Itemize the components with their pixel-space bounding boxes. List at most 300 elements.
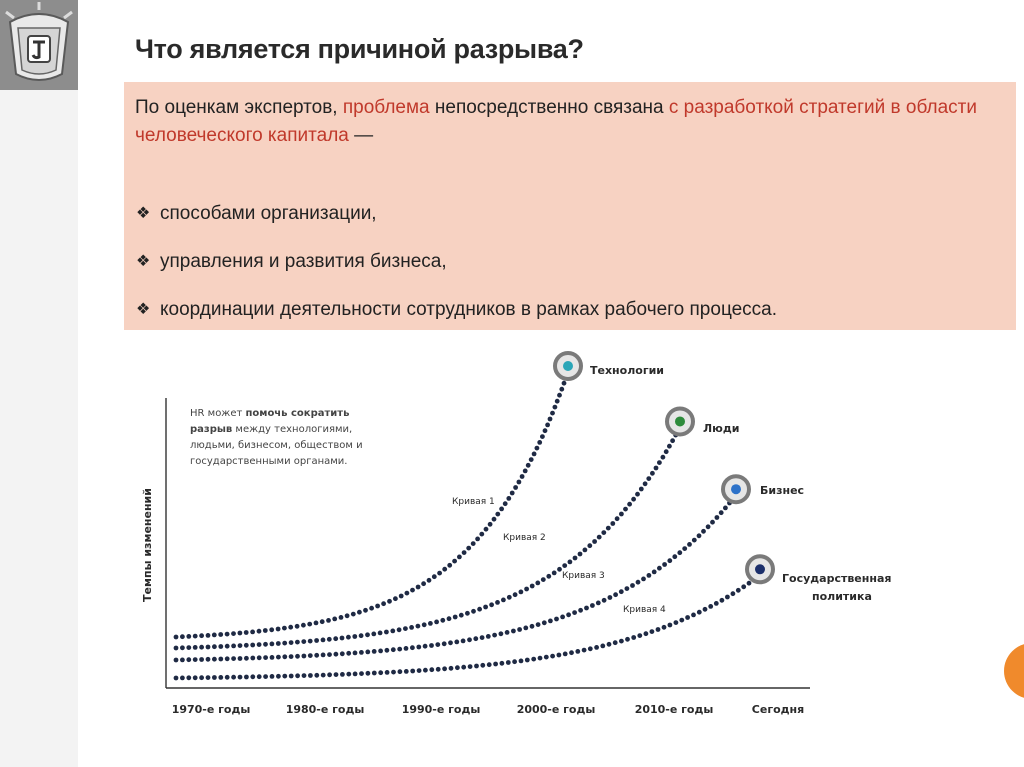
series-dot [466, 546, 471, 551]
series-dot [174, 658, 179, 663]
series-dot [473, 636, 478, 641]
series-dot [385, 670, 390, 675]
series-dot [468, 664, 473, 669]
series-dot [602, 598, 607, 603]
series-dot [391, 670, 396, 675]
series-dot [422, 622, 427, 627]
series-dot [193, 675, 198, 680]
series-dot [212, 633, 217, 638]
series-curve-label: Кривая 3 [562, 571, 605, 581]
intro-part-3: непосредственно связана [429, 97, 669, 118]
series-dot [566, 612, 571, 617]
series-dot [199, 657, 204, 662]
series-dot [295, 640, 300, 645]
series-dot [212, 657, 217, 662]
series-dot [535, 581, 540, 586]
series-dot [244, 643, 249, 648]
series-dot [199, 645, 204, 650]
series-dot [530, 624, 535, 629]
series-dot [369, 606, 374, 611]
intro-part-4: с разработкой стратегий в области человеческого капитала [135, 97, 977, 146]
series-dot [327, 652, 332, 657]
hint-part-3: между технологиями, людьми, бизнесом, обществом и государственными органами. [190, 424, 363, 467]
series-dot [263, 642, 268, 647]
series-dot [639, 487, 644, 492]
series-dot [269, 627, 274, 632]
series-dot [308, 639, 313, 644]
series-dot [372, 671, 377, 676]
series-dot [447, 616, 452, 621]
series-dot [206, 645, 211, 650]
series-dot [186, 657, 191, 662]
series-dot [563, 652, 568, 657]
series-dot [250, 656, 255, 661]
series-dot [587, 543, 592, 548]
series-dot [327, 637, 332, 642]
series-dot [314, 638, 319, 643]
series-dot [428, 621, 433, 626]
series-curve-label: Кривая 4 [623, 605, 666, 615]
series-dot [385, 648, 390, 653]
x-tick-label: 1970-е годы [171, 703, 251, 716]
series-dot [314, 621, 319, 626]
series-dot [340, 672, 345, 677]
series-dot [506, 660, 511, 665]
series-dot [608, 595, 613, 600]
series-dot [487, 662, 492, 667]
series-dot [631, 497, 636, 502]
series-dot [731, 591, 736, 596]
series-dot [327, 672, 332, 677]
series-dot [405, 591, 410, 596]
series-dot [461, 639, 466, 644]
series-dot [421, 581, 426, 586]
series-dot [437, 571, 442, 576]
series-dot [359, 633, 364, 638]
series-dot [423, 644, 428, 649]
series-dot [543, 428, 548, 433]
series-dot [263, 655, 268, 660]
series-dot [302, 654, 307, 659]
series-dot [321, 638, 326, 643]
series-dot [289, 674, 294, 679]
x-tick-label: Сегодня [751, 703, 805, 716]
series-dot [333, 636, 338, 641]
series-dot [708, 604, 713, 609]
series-dot [180, 658, 185, 663]
series-dot [302, 673, 307, 678]
series-dot [519, 659, 524, 664]
series-dot [398, 669, 403, 674]
series-dot [250, 674, 255, 679]
series-dot [715, 515, 720, 520]
series-dot [206, 675, 211, 680]
series-dot [393, 596, 398, 601]
series-dot [391, 647, 396, 652]
series-dot [505, 630, 510, 635]
series-dot [301, 639, 306, 644]
series-dot [720, 598, 725, 603]
series-dot [631, 635, 636, 640]
series-dot [384, 630, 389, 635]
series-dot [710, 520, 715, 525]
series-dot [523, 626, 528, 631]
series-dot [625, 586, 630, 591]
series-dot [517, 627, 522, 632]
series-dot [404, 669, 409, 674]
series-dot [321, 653, 326, 658]
series-dot [455, 665, 460, 670]
series-end-marker-core [563, 361, 573, 371]
series-dot [596, 601, 601, 606]
series-dot [423, 668, 428, 673]
series-dot [486, 634, 491, 639]
series-dot [345, 613, 350, 618]
series-dot [218, 632, 223, 637]
series-dot [600, 644, 605, 649]
series-dot [578, 552, 583, 557]
series-dot [357, 610, 362, 615]
series-dot [238, 643, 243, 648]
series-dot [289, 640, 294, 645]
series-dot [410, 669, 415, 674]
series-dot [512, 659, 517, 664]
series-dot [637, 633, 642, 638]
series-dot [390, 629, 395, 634]
series-dot [540, 434, 545, 439]
series-dot [231, 644, 236, 649]
series-dot [532, 452, 537, 457]
series-dot [719, 510, 724, 515]
series-curve-label: Кривая 2 [503, 533, 546, 543]
series-dot [657, 566, 662, 571]
series-dot [619, 589, 624, 594]
series-dot [321, 673, 326, 678]
series-dot [679, 618, 684, 623]
series-dot [365, 632, 370, 637]
series-dot [513, 485, 518, 490]
series-dot [449, 666, 454, 671]
series-dot [723, 506, 728, 511]
series-dot [180, 634, 185, 639]
series-dot [643, 481, 648, 486]
series-dot [442, 567, 447, 572]
series-dot [206, 657, 211, 662]
series-dot [641, 577, 646, 582]
series-dot [550, 654, 555, 659]
series-dot [257, 629, 262, 634]
series-dot [199, 675, 204, 680]
series-dot [427, 578, 432, 583]
series-dot [457, 555, 462, 560]
series-dot [231, 656, 236, 661]
series-dot [257, 655, 262, 660]
series-dot [625, 637, 630, 642]
series-dot [610, 521, 615, 526]
series-dot [636, 580, 641, 585]
series-dot [218, 657, 223, 662]
series-dot [630, 583, 635, 588]
series-dot [218, 644, 223, 649]
four-diamond-bullet-icon: ❖ [136, 301, 151, 318]
series-dot [597, 535, 602, 540]
series-dot [553, 405, 558, 410]
series-dot [434, 620, 439, 625]
series-dot [410, 588, 415, 593]
series-dot [366, 671, 371, 676]
series-dot [488, 522, 493, 527]
series-dot [471, 541, 476, 546]
series-dot [308, 653, 313, 658]
series-dot [462, 550, 467, 555]
series-dot [601, 530, 606, 535]
series-dot [372, 649, 377, 654]
series-dot [282, 641, 287, 646]
series-dot [231, 675, 236, 680]
series-dot [489, 602, 494, 607]
series-dot [432, 574, 437, 579]
series-dot [477, 607, 482, 612]
series-dot [276, 655, 281, 660]
series-end-label: Государственная политика [782, 572, 892, 603]
series-dot [623, 507, 628, 512]
series-dot [459, 613, 464, 618]
x-tick-label: 1990-е годы [401, 703, 481, 716]
series-dot [550, 411, 555, 416]
series-dot [541, 577, 546, 582]
series-dot [501, 598, 506, 603]
series-dot [714, 601, 719, 606]
series-dot [186, 634, 191, 639]
series-dot [646, 476, 651, 481]
series-dot [682, 546, 687, 551]
series-dot [674, 620, 679, 625]
series-dot [238, 656, 243, 661]
series-dot [307, 622, 312, 627]
series-dot [276, 627, 281, 632]
four-diamond-bullet-icon: ❖ [136, 253, 151, 270]
intro-part-2: проблема [342, 97, 430, 118]
series-dot [378, 649, 383, 654]
series-dot [353, 672, 358, 677]
series-dot [492, 517, 497, 522]
series-dot [442, 666, 447, 671]
series-dot [662, 625, 667, 630]
series-end-label: Бизнес [760, 484, 805, 497]
series-dot [697, 610, 702, 615]
series-dot [416, 585, 421, 590]
series-dot [562, 381, 567, 386]
series-dot [517, 480, 522, 485]
series-dot [332, 617, 337, 622]
series-dot [562, 563, 567, 568]
series-dot [664, 449, 669, 454]
series-dot [606, 526, 611, 531]
series-dot [572, 610, 577, 615]
series-dot [416, 624, 421, 629]
series-dot [613, 640, 618, 645]
series-dot [650, 629, 655, 634]
series-dot [578, 608, 583, 613]
series-dot [440, 618, 445, 623]
x-tick-label: 2000-е годы [516, 703, 596, 716]
series-dot [429, 643, 434, 648]
series-dot [346, 672, 351, 677]
series-dot [454, 640, 459, 645]
series-dot [238, 675, 243, 680]
series-dot [339, 615, 344, 620]
series-dot [417, 668, 422, 673]
series-dot [174, 646, 179, 651]
series-dot [212, 644, 217, 649]
series-end-label: Люди [703, 422, 740, 435]
series-dot [548, 417, 553, 422]
series-dot [503, 501, 508, 506]
series-dot [652, 570, 657, 575]
y-axis-label: Темпы изменений [141, 488, 154, 602]
series-dot [725, 595, 730, 600]
series-dot [257, 642, 262, 647]
series-dot [662, 562, 667, 567]
series-dot [174, 676, 179, 681]
series-dot [523, 469, 528, 474]
series-dot [308, 673, 313, 678]
series-dot [471, 609, 476, 614]
series-dot [453, 615, 458, 620]
series-dot [529, 457, 534, 462]
series-dot [288, 625, 293, 630]
series-dot [263, 628, 268, 633]
series-dot [545, 423, 550, 428]
series-dot [371, 632, 376, 637]
series-dot [499, 631, 504, 636]
series-dot [346, 651, 351, 656]
series-dot [573, 556, 578, 561]
series-dot [650, 471, 655, 476]
series-dot [270, 674, 275, 679]
series-dot [447, 563, 452, 568]
series-dot [193, 634, 198, 639]
series-dot [500, 661, 505, 666]
series-dot [552, 571, 557, 576]
series-dot [276, 641, 281, 646]
series-dot [525, 658, 530, 663]
series-dot [225, 632, 230, 637]
series-dot [452, 559, 457, 564]
series-dot [381, 601, 386, 606]
series-dot [174, 635, 179, 640]
series-dot [555, 399, 560, 404]
bullet-text: координации деятельности сотрудников в рамках рабочего процесса. [160, 299, 778, 320]
hint-part-2: помочь сократить разрыв [190, 408, 350, 435]
series-dot [568, 560, 573, 565]
chart-hint [190, 406, 395, 470]
series-dot [687, 542, 692, 547]
series-dot [670, 438, 675, 443]
series-dot [627, 502, 632, 507]
four-diamond-bullet-icon: ❖ [136, 205, 151, 222]
series-dot [492, 633, 497, 638]
hint-part-1: HR может [190, 408, 246, 419]
series-dot [461, 665, 466, 670]
series-dot [375, 604, 380, 609]
series-dot [560, 615, 565, 620]
series-dot [448, 640, 453, 645]
series-dot [180, 645, 185, 650]
series-dot [244, 656, 249, 661]
series-dot [238, 631, 243, 636]
series-dot [435, 642, 440, 647]
series-dot [206, 633, 211, 638]
series-dot [409, 625, 414, 630]
series-dot [656, 627, 661, 632]
series-dot [475, 537, 480, 542]
intro-part-1: По оценкам экспертов, [135, 97, 343, 118]
x-tick-label: 1980-е годы [285, 703, 365, 716]
series-dot [484, 527, 489, 532]
series-curve-label: Кривая 1 [452, 497, 495, 507]
series-dot [359, 650, 364, 655]
series-dot [668, 623, 673, 628]
series-dot [480, 663, 485, 668]
series-dot [538, 656, 543, 661]
bullet-text: способами организации, [160, 203, 377, 224]
series-dot [270, 642, 275, 647]
series-dot [467, 637, 472, 642]
series-dot [590, 603, 595, 608]
series-dot [250, 630, 255, 635]
series-dot [263, 674, 268, 679]
series-dot [510, 491, 515, 496]
series-dot [661, 455, 666, 460]
series-dot [270, 655, 275, 660]
series-dot [225, 656, 230, 661]
series-dot [429, 667, 434, 672]
series-dot [334, 672, 339, 677]
series-dot [320, 619, 325, 624]
series-dot [685, 615, 690, 620]
series-dot [588, 646, 593, 651]
series-dot [499, 507, 504, 512]
series-dot [584, 606, 589, 611]
series-dot [554, 617, 559, 622]
series-dot [635, 492, 640, 497]
series-dot [536, 622, 541, 627]
series-dot [483, 605, 488, 610]
x-tick-label: 2010-е годы [634, 703, 714, 716]
series-dot [225, 675, 230, 680]
series-dot [544, 655, 549, 660]
series-dot [359, 671, 364, 676]
series-dot [524, 587, 529, 592]
series-dot [404, 646, 409, 651]
series-dot [340, 636, 345, 641]
series-dot [363, 608, 368, 613]
series-dot [276, 674, 281, 679]
series-dot [480, 635, 485, 640]
series-dot [691, 613, 696, 618]
series-dot [582, 648, 587, 653]
series-dot [231, 631, 236, 636]
series-dot [295, 673, 300, 678]
series-dot [557, 393, 562, 398]
series-dot [225, 644, 230, 649]
series-dot [193, 657, 198, 662]
series-dot [613, 592, 618, 597]
series-dot [397, 627, 402, 632]
series-dot [619, 512, 624, 517]
series-dot [465, 611, 470, 616]
